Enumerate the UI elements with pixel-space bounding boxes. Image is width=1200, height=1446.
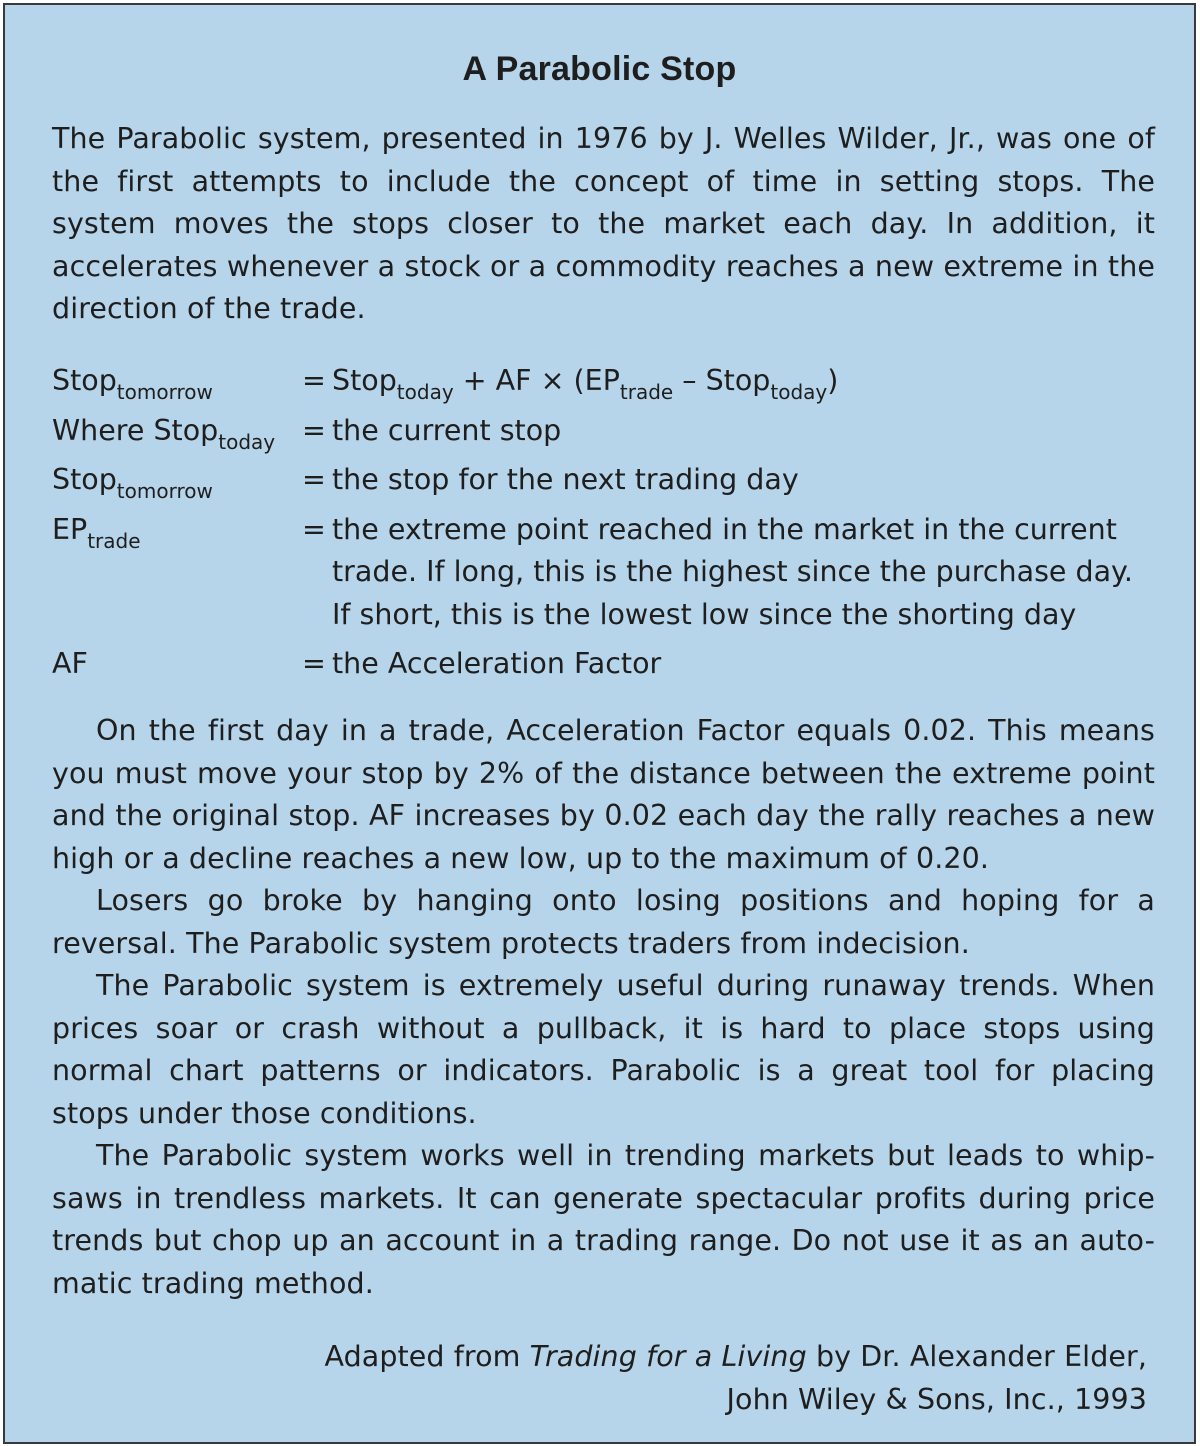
sidebar-box (3, 3, 1196, 1444)
credit-line-2: John Wiley & Sons, Inc., 1993 (726, 1382, 1147, 1416)
paragraph-runaway-trends: The Parabolic system is extremely useful during runaway trends. When prices soar or crash without a pullback, it is hard to place stops using normal chart patterns or indicators. Parabolic is a great tool for placing stops under those conditions. (52, 969, 1155, 1130)
formula-rhs: Stop$_{today}$ + AF × ($EP_{trade}$ – Stop$_{today}$) (332, 364, 839, 404)
equals-sign: = (302, 463, 326, 496)
equals-sign: = (302, 364, 326, 397)
definition-text: the stop for the next trading day (332, 463, 799, 496)
equals-sign: = (302, 512, 326, 546)
definition-row-stop-tomorrow (52, 459, 1162, 502)
intro-paragraph: The Parabolic system, presented in 1976 by J. Welles Wilder, Jr., was one of the first attempts to include the concept of time in setting stops. The system moves the stops closer to the market each day. In addition, it accelerates whenever a stock or a commodity reaches a new extreme in the direction of the trade. (52, 122, 1155, 325)
definition-text: the Acceleration Factor (332, 647, 662, 680)
formula-lhs: Stop$_{tomorrow}$ (52, 364, 213, 404)
paragraph-whipsaws: The Parabolic system works well in trending markets but leads to whip-saws in trendless markets. It can generate spectacular profits during price trends but chop up an account in a trading range. Do not use it as an auto-matic trading method. (52, 1139, 1155, 1300)
definition-row-stop-today (52, 410, 1162, 453)
definition-label: AF (52, 647, 88, 680)
equals-sign: = (302, 647, 326, 680)
formula-row (52, 360, 1162, 403)
definition-label: Stop$_{tomorrow}$ (52, 463, 213, 503)
box-title: A Parabolic Stop (462, 50, 737, 88)
formula-block (52, 360, 1162, 686)
definition-row-af (52, 643, 1162, 686)
equals-sign: = (302, 413, 326, 447)
paragraph-af: On the first day in a trade, Acceleration Factor equals 0.02. This means you must move your stop by 2% of the distance between the extreme point and the original stop. AF increases by 0.02 each day the rally reaches a new high or a decline reaches a new low, up to the maximum of 0.20. (52, 714, 1155, 875)
paragraph-losers: Losers go broke by hanging onto losing positions and hoping for a reversal. The Parabolic system protects traders from indecision. (52, 884, 1155, 960)
credit-line-1: Adapted from Trading for a Living by Dr. Alexander Elder, (324, 1340, 1147, 1373)
definition-text: the current stop (332, 413, 562, 447)
source-credit (324, 1336, 1147, 1421)
definition-label: $EP_{trade}$ (52, 512, 141, 553)
book-title: Trading for a Living (529, 1340, 807, 1373)
definition-text: the extreme point reached in the market in the current trade. If long, this is the highest since the purchase day. If short, this is the lowest low since the shorting day (332, 512, 1133, 631)
definition-label: Where Stop$_{today}$ (52, 413, 276, 454)
body-text (52, 710, 1155, 1305)
definition-row-ep-trade (52, 509, 1162, 637)
